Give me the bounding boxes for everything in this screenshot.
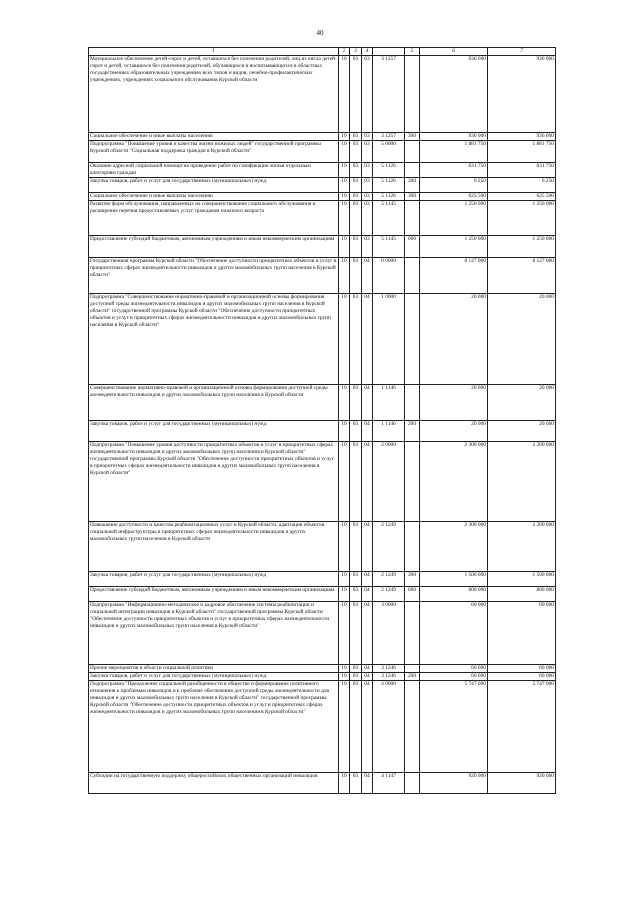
- amount-year-2: 800 000: [488, 587, 556, 602]
- expense-type-code: 200: [405, 572, 420, 587]
- budget-item-name: Предоставление субсидий бюджетным, автономным учреждениям и иным некоммерческим организациям: [89, 587, 339, 602]
- expense-type-code: 200: [405, 178, 420, 193]
- target-article-code: 0 0000: [373, 258, 405, 294]
- expense-type-code: [405, 163, 420, 178]
- amount-year-2: 6 250: [488, 178, 556, 193]
- section-code: 10: [339, 602, 350, 665]
- amount-year-2: 936 000: [488, 56, 556, 133]
- header-cell: 5: [405, 48, 420, 56]
- expense-type-code: [405, 56, 420, 133]
- program-code: 03: [362, 133, 373, 141]
- target-article-code: 2 1249: [373, 572, 405, 587]
- section-code: 10: [339, 163, 350, 178]
- target-article-code: 4 0000: [373, 681, 405, 773]
- amount-year-2: 2 300 000: [488, 442, 556, 522]
- subsection-code: 03: [350, 587, 362, 602]
- budget-item-name: Подпрограмма "Совершенствование нормативно-правовой и организационной основы формирования доступной среды жизнедеятельности инвалидов и других маломобильных групп населения в Курской области" государственной программы Курской области "Обеспечение доступности приоритетных объектов и услуг в приоритетных сферах жизнедеятельности инвалидов и других маломобильных групп населения в Курской области": [89, 294, 339, 385]
- amount-year-2: 20 000: [488, 294, 556, 385]
- budget-item-name: Государственная программа Курской области "Обеспечение доступности приоритетных объектов и услуг в приоритетных сферах жизнедеятельности инвалидов и других маломобильных групп населения в Курской области": [89, 258, 339, 294]
- amount-year-1: 60 000: [420, 673, 488, 681]
- program-code: 03: [362, 201, 373, 236]
- expense-type-code: 200: [405, 421, 420, 442]
- amount-year-1: 60 000: [420, 665, 488, 673]
- section-code: 10: [339, 421, 350, 442]
- budget-item-name: Прочие мероприятия в области социальной политики: [89, 665, 339, 673]
- subsection-code: 03: [350, 681, 362, 773]
- amount-year-1: 800 000: [420, 587, 488, 602]
- target-article-code: 5 1126: [373, 178, 405, 193]
- budget-item-name: Совершенствование нормативно-правовой и организационной основы формирования доступной среды жизнедеятельности инвалидов и других маломобильных групп населения в Курской области: [89, 385, 339, 421]
- section-code: 10: [339, 572, 350, 587]
- amount-year-2: 8 127 000: [488, 258, 556, 294]
- target-article-code: 3 1246: [373, 673, 405, 681]
- subsection-code: 03: [350, 522, 362, 572]
- amount-year-1: 2 300 000: [420, 442, 488, 522]
- section-code: 10: [339, 133, 350, 141]
- table-row: [89, 522, 556, 572]
- budget-item-name: Закупка товаров, работ и услуг для государственных (муниципальных) нужд: [89, 572, 339, 587]
- table-row: [89, 236, 556, 258]
- section-code: 10: [339, 201, 350, 236]
- table-row: [89, 773, 556, 794]
- expense-type-code: [405, 201, 420, 236]
- header-row: [89, 48, 556, 56]
- amount-year-2: 60 000: [488, 602, 556, 665]
- program-code: 04: [362, 258, 373, 294]
- amount-year-1: 625 500: [420, 193, 488, 201]
- program-code: 04: [362, 385, 373, 421]
- header-cell: 7: [488, 48, 556, 56]
- expense-type-code: 600: [405, 587, 420, 602]
- subsection-code: 03: [350, 193, 362, 201]
- amount-year-1: 20 000: [420, 294, 488, 385]
- amount-year-1: 920 000: [420, 773, 488, 794]
- program-code: 04: [362, 572, 373, 587]
- target-article-code: 3 0000: [373, 602, 405, 665]
- program-code: 04: [362, 522, 373, 572]
- section-code: 10: [339, 681, 350, 773]
- section-code: 10: [339, 178, 350, 193]
- target-article-code: 1 1146: [373, 421, 405, 442]
- subsection-code: 03: [350, 201, 362, 236]
- budget-item-name: Закупка товаров, работ и услуг для государственных (муниципальных) нужд: [89, 673, 339, 681]
- section-code: 10: [339, 773, 350, 794]
- section-code: 10: [339, 673, 350, 681]
- subsection-code: 03: [350, 163, 362, 178]
- amount-year-2: 5 747 000: [488, 681, 556, 773]
- program-code: 04: [362, 602, 373, 665]
- subsection-code: 03: [350, 572, 362, 587]
- target-article-code: 3 1257: [373, 133, 405, 141]
- table-row: [89, 56, 556, 133]
- header-cell: 1: [89, 48, 339, 56]
- amount-year-1: 936 000: [420, 56, 488, 133]
- section-code: 10: [339, 141, 350, 163]
- program-code: 04: [362, 294, 373, 385]
- budget-item-name: Социальное обеспечение и иные выплаты населению: [89, 193, 339, 201]
- section-code: 10: [339, 236, 350, 258]
- expense-type-code: [405, 258, 420, 294]
- program-code: 03: [362, 178, 373, 193]
- table-row: [89, 602, 556, 665]
- target-article-code: 4 1147: [373, 773, 405, 794]
- amount-year-1: 631 750: [420, 163, 488, 178]
- table-row: [89, 163, 556, 178]
- target-article-code: 1 1146: [373, 385, 405, 421]
- table-row: [89, 258, 556, 294]
- section-code: 10: [339, 522, 350, 572]
- budget-item-name: Субсидии на государственную поддержку общероссийских общественных организаций инвалидов: [89, 773, 339, 794]
- table-row: [89, 587, 556, 602]
- subsection-code: 03: [350, 133, 362, 141]
- section-code: 10: [339, 193, 350, 201]
- expense-type-code: [405, 602, 420, 665]
- subsection-code: 03: [350, 673, 362, 681]
- amount-year-1: 2 300 000: [420, 522, 488, 572]
- amount-year-2: 1 500 000: [488, 572, 556, 587]
- expense-type-code: 600: [405, 236, 420, 258]
- table-row: [89, 665, 556, 673]
- program-code: 04: [362, 673, 373, 681]
- amount-year-1: 1 500 000: [420, 572, 488, 587]
- amount-year-2: 1 250 000: [488, 201, 556, 236]
- target-article-code: 2 1249: [373, 587, 405, 602]
- expense-type-code: [405, 442, 420, 522]
- table-row: [89, 421, 556, 442]
- target-article-code: 5 1126: [373, 163, 405, 178]
- table-row: [89, 294, 556, 385]
- amount-year-1: 1 881 750: [420, 141, 488, 163]
- program-code: 03: [362, 141, 373, 163]
- table-row: [89, 141, 556, 163]
- program-code: 04: [362, 442, 373, 522]
- program-code: 04: [362, 587, 373, 602]
- budget-item-name: Материальное обеспечение детей-сирот и детей, оставшихся без попечения родителей, лиц из числа детей-сирот и детей, оставшихся без попечения родителей, обучающихся и воспитывающихся в областных государственных образовательных учреждениях всех типов и видов, лечебно-профилактических учреждениях, учреждениях социального обслуживания Курской области: [89, 56, 339, 133]
- expense-type-code: [405, 773, 420, 794]
- section-code: 10: [339, 385, 350, 421]
- header-cell: 2: [339, 48, 350, 56]
- table-row: [89, 572, 556, 587]
- amount-year-1: 6 250: [420, 178, 488, 193]
- table-row: [89, 178, 556, 193]
- amount-year-1: 936 000: [420, 133, 488, 141]
- expense-type-code: 300: [405, 133, 420, 141]
- header-cell: 6: [420, 48, 488, 56]
- subsection-code: 03: [350, 665, 362, 673]
- budget-item-name: Предоставление субсидий бюджетным, автономным учреждениям и иным некоммерческим организациям: [89, 236, 339, 258]
- target-article-code: 3 1257: [373, 56, 405, 133]
- target-article-code: 5 0000: [373, 141, 405, 163]
- program-code: 03: [362, 56, 373, 133]
- target-article-code: 5 1145: [373, 201, 405, 236]
- expense-type-code: [405, 385, 420, 421]
- subsection-code: 03: [350, 602, 362, 665]
- amount-year-2: 936 000: [488, 133, 556, 141]
- target-article-code: 2 0000: [373, 442, 405, 522]
- budget-table: [88, 47, 556, 794]
- section-code: 10: [339, 258, 350, 294]
- amount-year-2: 1 250 000: [488, 236, 556, 258]
- budget-item-name: Оказание адресной социальной помощи на проведение работ по газификации жилья отдельным категориям граждан: [89, 163, 339, 178]
- expense-type-code: [405, 681, 420, 773]
- table-row: [89, 442, 556, 522]
- section-code: 10: [339, 587, 350, 602]
- amount-year-2: 625 500: [488, 193, 556, 201]
- subsection-code: 03: [350, 773, 362, 794]
- amount-year-1: 20 000: [420, 385, 488, 421]
- program-code: 03: [362, 163, 373, 178]
- budget-item-name: Закупка товаров, работ и услуг для государственных (муниципальных) нужд: [89, 421, 339, 442]
- program-code: 04: [362, 665, 373, 673]
- amount-year-2: 2 300 000: [488, 522, 556, 572]
- expense-type-code: 200: [405, 673, 420, 681]
- target-article-code: 5 1145: [373, 236, 405, 258]
- target-article-code: 2 1249: [373, 522, 405, 572]
- expense-type-code: [405, 522, 420, 572]
- amount-year-2: 20 000: [488, 421, 556, 442]
- subsection-code: 03: [350, 178, 362, 193]
- subsection-code: 03: [350, 294, 362, 385]
- table-row: [89, 201, 556, 236]
- header-cell: 3: [350, 48, 362, 56]
- subsection-code: 03: [350, 421, 362, 442]
- program-code: 03: [362, 193, 373, 201]
- amount-year-2: 60 000: [488, 673, 556, 681]
- program-code: 04: [362, 773, 373, 794]
- amount-year-2: 60 000: [488, 665, 556, 673]
- program-code: 03: [362, 236, 373, 258]
- header-cell: 4: [362, 48, 373, 56]
- amount-year-1: 8 127 000: [420, 258, 488, 294]
- section-code: 10: [339, 294, 350, 385]
- budget-item-name: Повышение доступности и качества реабилитационных услуг в Курской области, адаптация объектов социальной инфраструктуры в приоритетных сферах жизнедеятельности инвалидов и других маломобильных групп населения в Курской области: [89, 522, 339, 572]
- expense-type-code: [405, 665, 420, 673]
- amount-year-1: 20 000: [420, 421, 488, 442]
- expense-type-code: [405, 294, 420, 385]
- subsection-code: 03: [350, 258, 362, 294]
- expense-type-code: 300: [405, 193, 420, 201]
- budget-item-name: Закупка товаров, работ и услуг для государственных (муниципальных) нужд: [89, 178, 339, 193]
- target-article-code: 3 1246: [373, 665, 405, 673]
- budget-item-name: Подпрограмма "Преодоление социальной разобщенности в обществе и формирование позитивного отношения к проблемам инвалидов и к проблеме обеспечения доступной среды жизнедеятельности для инвалидов и других маломобильных групп населения в Курской области" государственной программы Курской области "Обеспечение доступности приоритетных объектов и услуг в приоритетных сферах жизнедеятельности инвалидов и других маломобильных групп населения в Курской области": [89, 681, 339, 773]
- amount-year-2: 20 000: [488, 385, 556, 421]
- subsection-code: 03: [350, 141, 362, 163]
- subsection-code: 03: [350, 442, 362, 522]
- section-code: 10: [339, 442, 350, 522]
- amount-year-1: 1 250 000: [420, 236, 488, 258]
- subsection-code: 03: [350, 236, 362, 258]
- amount-year-2: 631 750: [488, 163, 556, 178]
- program-code: 04: [362, 421, 373, 442]
- table-row: [89, 133, 556, 141]
- header-cell: [373, 48, 405, 56]
- table-row: [89, 193, 556, 201]
- subsection-code: 03: [350, 56, 362, 133]
- budget-item-name: Социальное обеспечение и иные выплаты населению: [89, 133, 339, 141]
- section-code: 10: [339, 56, 350, 133]
- table-row: [89, 385, 556, 421]
- expense-type-code: [405, 141, 420, 163]
- table-row: [89, 681, 556, 773]
- amount-year-1: 60 000: [420, 602, 488, 665]
- target-article-code: 5 1126: [373, 193, 405, 201]
- page-number: 40: [316, 29, 324, 37]
- amount-year-1: 1 250 000: [420, 201, 488, 236]
- amount-year-2: 1 881 750: [488, 141, 556, 163]
- amount-year-1: 5 747 000: [420, 681, 488, 773]
- budget-item-name: Подпрограмма "Повышение уровня доступности приоритетных объектов и услуг в приоритетных сферах жизнедеятельности инвалидов и других маломобильных групп населения в Курской области" государственной программы Курской области "Обеспечение доступности приоритетных объектов и услуг в приоритетных сферах жизнедеятельности инвалидов и других маломобильных групп населения в Курской области": [89, 442, 339, 522]
- subsection-code: 03: [350, 385, 362, 421]
- target-article-code: 1 0000: [373, 294, 405, 385]
- amount-year-2: 920 000: [488, 773, 556, 794]
- program-code: 04: [362, 681, 373, 773]
- section-code: 10: [339, 665, 350, 673]
- budget-item-name: Подпрограмма "Информационно-методическое и кадровое обеспечение системы реабилитации и социальной интеграции инвалидов в Курской области" государственной программы Курской области "Обеспечение доступности приоритетных объектов и услуг в приоритетных сферах жизнедеятельности инвалидов и других маломобильных групп населения в Курской области": [89, 602, 339, 665]
- table-row: [89, 673, 556, 681]
- budget-item-name: Развитие форм обслуживания, направленных на совершенствование социального обслуживания и расширение перечня предоставляемых услуг гражданам пожилого возраста: [89, 201, 339, 236]
- budget-item-name: Подпрограмма "Повышение уровня и качества жизни пожилых людей" государственной программы Курской области "Социальная поддержка граждан в Курской области": [89, 141, 339, 163]
